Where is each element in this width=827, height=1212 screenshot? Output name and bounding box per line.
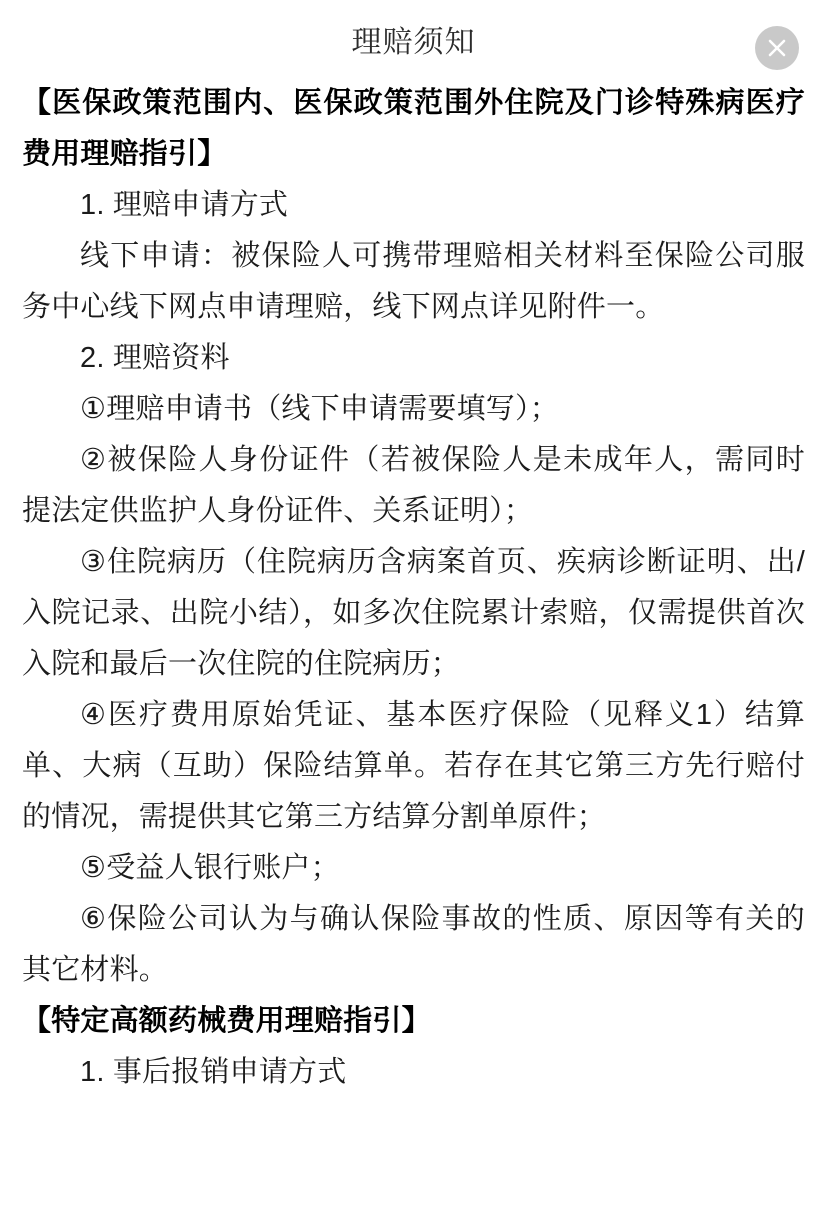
- page-title: 理赔须知: [351, 26, 476, 59]
- notice-paragraph: 1. 理赔申请方式: [80, 189, 289, 221]
- notice-paragraph: ④医疗费用原始凭证、基本医疗保险（见释义1）结算单、大病（互助）保险结算单。若存在其它第三方先行赔付的情况，需提供其它第三方结算分割单原件；: [22, 699, 805, 833]
- notice-paragraph: ②被保险人身份证件（若被保险人是未成年人，需同时提法定供监护人身份证件、关系证明）；: [22, 444, 805, 527]
- notice-paragraph: ③住院病历（住院病历含病案首页、疾病诊断证明、出/入院记录、出院小结），如多次住院累计索赔，仅需提供首次入院和最后一次住院的住院病历；: [22, 546, 805, 680]
- close-icon[interactable]: [755, 26, 799, 70]
- notice-paragraph: ①理赔申请书（线下申请需要填写）；: [80, 393, 559, 425]
- notice-paragraph: 线下申请：被保险人可携带理赔相关材料至保险公司服务中心线下网点申请理赔，线下网点详见附件一。: [22, 240, 805, 323]
- modal-header: [0, 0, 827, 78]
- notice-paragraph: ⑥保险公司认为与确认保险事故的性质、原因等有关的其它材料。: [22, 903, 805, 986]
- notice-body: [0, 78, 827, 1098]
- notice-paragraph: 【医保政策范围内、医保政策范围外住院及门诊特殊病医疗费用理赔指引】: [22, 87, 805, 170]
- notice-paragraph: ⑤受益人银行账户；: [80, 852, 340, 884]
- notice-paragraph: 1. 事后报销申请方式: [80, 1056, 347, 1088]
- notice-paragraph: 【特定高额药械费用理赔指引】: [22, 1005, 431, 1037]
- notice-paragraph: 2. 理赔资料: [80, 342, 230, 374]
